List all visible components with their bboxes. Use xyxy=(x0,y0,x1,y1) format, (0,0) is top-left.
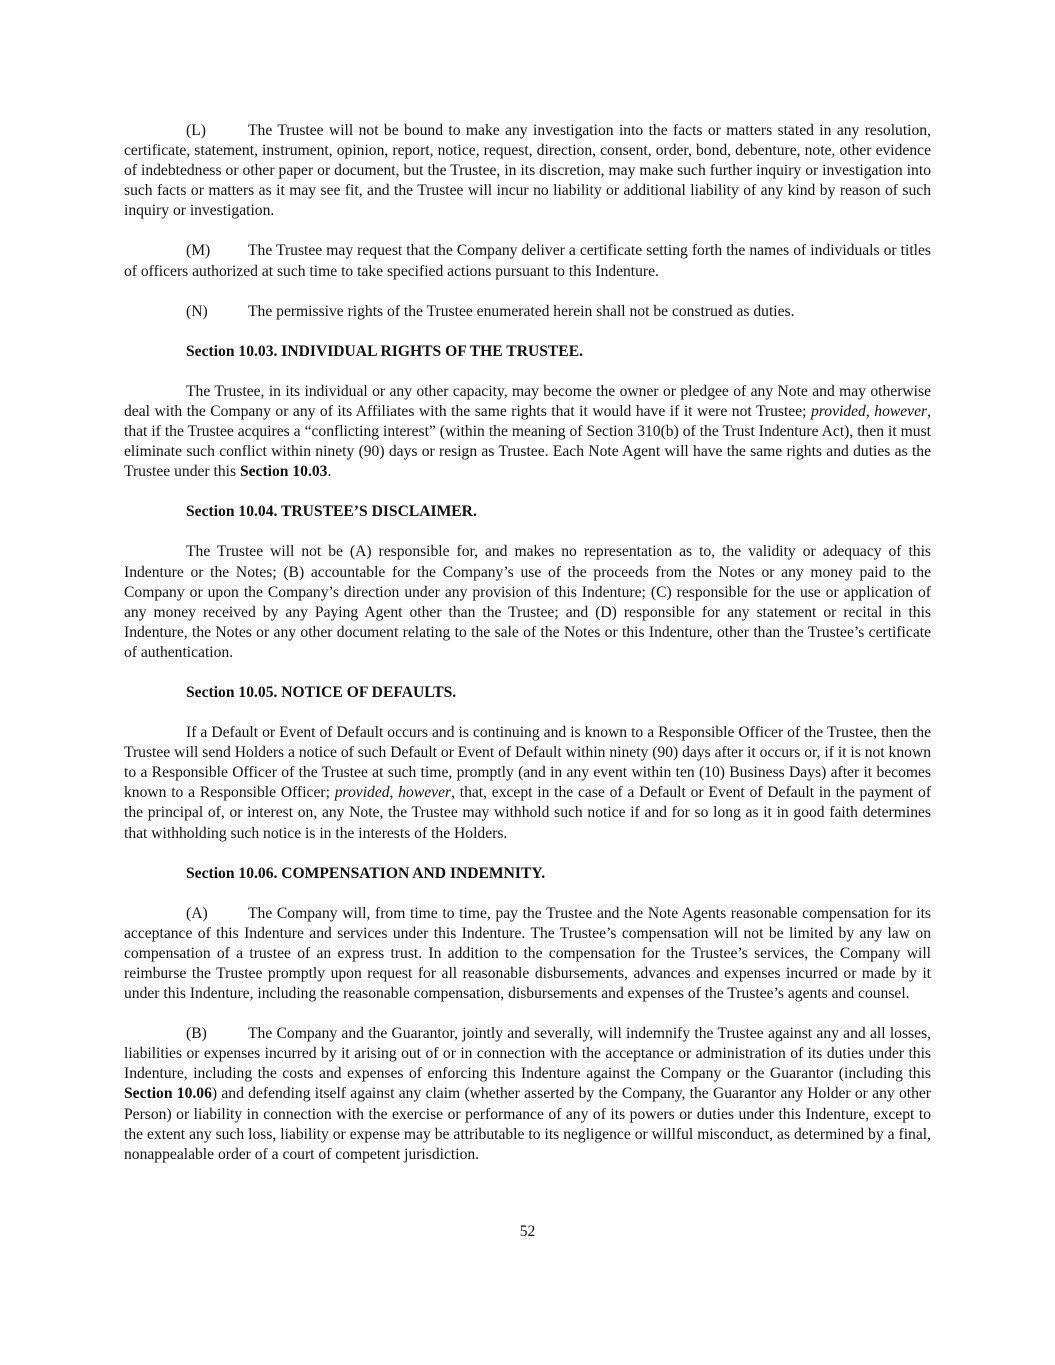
paragraph-l xyxy=(124,121,931,221)
period-text: . xyxy=(327,463,332,481)
page-number: 52 xyxy=(519,1223,536,1240)
body-text: , that if the Trustee acquires a “conflicting interest” (within the meaning of Section 310(b) of the Trust Indenture Act), then it must eliminate such conflict within ninety (90) days or resign as Trustee. Each Note Agent will have the same rights and duties as the Trustee under this xyxy=(124,402,931,481)
body-text: If a Default or Event of Default occurs and is continuing and is known to a Responsible Officer of the Trustee, then the Trustee will send Holders a notice of such Default or Event of Default within ninety (90) days after it occurs or, if it is not known to a Responsible Officer of the Trustee at such time, promptly (and in any event within ten (10) Business Days) after it becomes known to a Responsible Officer; xyxy=(124,724,931,802)
document-page xyxy=(124,121,931,1165)
paragraph-label: (M) xyxy=(186,242,211,260)
section-10-06-heading: Section 10.06. COMPENSATION AND INDEMNITY. xyxy=(186,864,546,882)
however-term: however xyxy=(398,784,452,802)
body-text: The Trustee, in its individual or any other capacity, may become the owner or pledgee of any Note and may otherwise deal with the Company or any of its Affiliates with the same rights that it would have if it were not Trustee; xyxy=(124,382,931,420)
paragraph-text: The Company will, from time to time, pay the Trustee and the Note Agents reasonable compensation for its acceptance of this Indenture and services under this Indenture. The Trustee’s compensation will not be limited by any law on compensation of a trustee of an express trust. In addition to the compensation for the Trustee’s services, the Company will reimburse the Trustee promptly upon request for all reasonable disbursements, advances and expenses incurred or made by it under this Indenture, including the reasonable compensation, disbursements and expenses of the Trustee’s agents and counsel. xyxy=(124,904,931,1003)
section-10-05-body xyxy=(124,723,931,844)
section-10-03-body xyxy=(124,382,931,482)
comma-text: , xyxy=(389,784,399,802)
paragraph-n xyxy=(124,302,931,322)
section-10-04-heading: Section 10.04. TRUSTEE’S DISCLAIMER. xyxy=(186,503,477,521)
paragraph-m xyxy=(124,241,931,281)
paragraph-text: The Company and the Guarantor, jointly and severally, will indemnify the Trustee against any and all losses, liabilities or expenses incurred by it arising out of or in connection with the acceptance or administration of its duties under this Indenture, including the costs and expenses of enforcing this Indenture against the Company or the Guarantor (including this xyxy=(124,1025,931,1083)
paragraph-text: The Trustee may request that the Company deliver a certificate setting forth the names of individuals or titles of officers authorized at such time to take specified actions pursuant to this Indenture. xyxy=(124,242,931,280)
paragraph-label: (L) xyxy=(186,122,206,139)
paragraph-label: (B) xyxy=(186,1025,207,1043)
provided-term: provided xyxy=(334,784,390,802)
paragraph-label: (A) xyxy=(186,904,208,922)
paragraph-text: The Trustee will not be bound to make any investigation into the facts or matters stated in any resolution, certificate, statement, instrument, opinion, report, notice, request, direction, consent, order, bond, debenture, note, other evidence of indebtedness or other paper or document, but the Trustee, in its discretion, may make such further inquiry or investigation into such facts or matters as it may see fit, and the Trustee will incur no liability or additional liability of any kind by reason of such inquiry or investigation. xyxy=(124,122,931,220)
paragraph-text: The permissive rights of the Trustee enumerated herein shall not be construed as duties. xyxy=(248,302,795,320)
section-10-04-body: The Trustee will not be (A) responsible for, and makes no representation as to, the validity or adequacy of this Indenture or the Notes; (B) accountable for the Company’s use of the proceeds from the Notes or any money paid to the Company or upon the Company’s direction under any provision of this Indenture; (C) responsible for the use or application of any money received by any Paying Agent other than the Trustee; and (D) responsible for any statement or recital in this Indenture, the Notes or any other document relating to the sale of the Notes or this Indenture, other than the Trustee’s certificate of authentication. xyxy=(124,543,931,661)
section-10-06-paragraph-b xyxy=(124,1024,931,1165)
section-10-05-heading: Section 10.05. NOTICE OF DEFAULTS. xyxy=(186,683,457,701)
section-reference: Section 10.03 xyxy=(239,463,328,481)
comma-text: , xyxy=(865,402,875,420)
provided-term: provided xyxy=(811,402,866,420)
section-reference: Section 10.06 xyxy=(124,1085,212,1103)
however-term: however xyxy=(874,402,928,420)
paragraph-text: ) and defending itself against any claim (whether asserted by the Company, the Guarantor any Holder or any other Person) or liability in connection with the exercise or performance of any of its powers or duties under this Indenture, except to the extent any such loss, liability or expense may be attributable to its negligence or willful misconduct, as determined by a final, nonappealable order of a court of competent jurisdiction. xyxy=(124,1085,931,1163)
body-text: , that, except in the case of a Default or Event of Default in the payment of the principal of, or interest on, any Note, the Trustee may withhold such notice if and for so long as it in good faith determines that withholding such notice is in the interests of the Holders. xyxy=(124,784,932,842)
section-10-03-heading: Section 10.03. INDIVIDUAL RIGHTS OF THE TRUSTEE. xyxy=(186,342,584,360)
paragraph-label: (N) xyxy=(186,302,208,320)
section-10-06-paragraph-a xyxy=(124,904,931,1004)
